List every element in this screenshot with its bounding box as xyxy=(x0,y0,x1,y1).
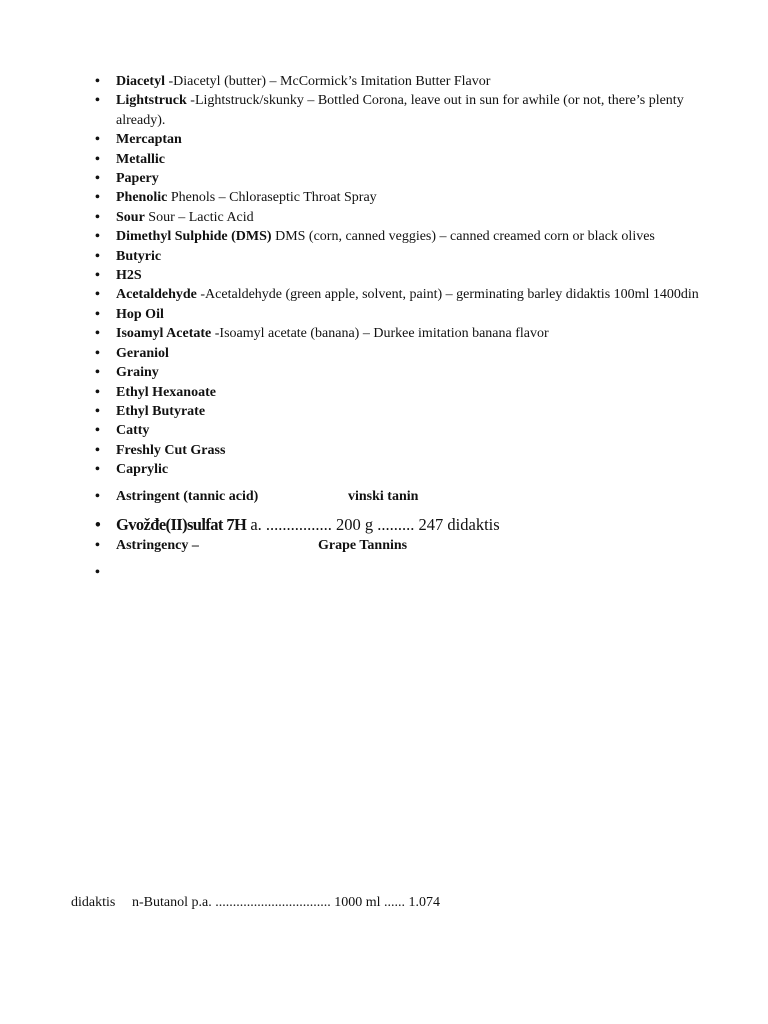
bullet: • xyxy=(95,365,100,381)
bullet: • xyxy=(95,514,101,534)
footer-line xyxy=(71,893,440,912)
list-item xyxy=(95,285,715,304)
bullet: • xyxy=(95,74,100,89)
flavor-list xyxy=(95,72,715,583)
bullet: • xyxy=(95,171,100,187)
astringent-term: Astringent (tannic acid) xyxy=(116,488,259,504)
list-item xyxy=(95,91,715,130)
list-item xyxy=(95,247,715,266)
list-item xyxy=(95,227,715,246)
item-desc: Sour – Lactic Acid xyxy=(144,209,254,225)
item-term: Lightstruck xyxy=(116,93,187,109)
item-term: Metallic xyxy=(116,151,165,167)
item-term: Sour xyxy=(116,209,145,225)
list-item xyxy=(95,72,715,91)
bullet: • xyxy=(95,248,100,264)
list-item-empty xyxy=(95,563,715,582)
list-item xyxy=(95,266,715,285)
list-item xyxy=(95,363,715,382)
list-item-astringent xyxy=(95,487,715,506)
item-term: Mercaptan xyxy=(116,132,182,148)
item-term: Dimethyl Sulphide (DMS) xyxy=(116,229,272,245)
bullet: • xyxy=(95,93,100,109)
bullet: • xyxy=(95,268,100,284)
bullet: • xyxy=(95,326,100,342)
item-term: Ethyl Hexanoate xyxy=(116,384,216,400)
astringency-desc: Grape Tannins xyxy=(318,537,408,553)
bullet: • xyxy=(95,488,100,504)
list-item xyxy=(95,130,715,149)
list-item xyxy=(95,460,715,479)
item-desc: -Lightstruck/skunky – Bottled Corona, leave out in sun for awhile (or not, there’s plenty already). xyxy=(116,93,684,128)
bullet: • xyxy=(95,442,100,458)
astringency-term: Astringency – xyxy=(116,537,199,553)
item-term: Ethyl Butyrate xyxy=(116,403,206,419)
item-desc: -Acetaldehyde (green apple, solvent, paint) – germinating barley didaktis 100ml 1400din xyxy=(196,287,699,303)
item-term: Diacetyl xyxy=(116,74,165,89)
bullet: • xyxy=(95,403,100,419)
bullet: • xyxy=(95,151,100,167)
gvozdje-desc: a. ................ 200 g ......... 247 didaktis xyxy=(250,514,500,534)
item-term: Isoamyl Acetate xyxy=(116,326,212,342)
list-item xyxy=(95,441,715,460)
item-term: Geraniol xyxy=(116,345,169,361)
item-term: Acetaldehyde xyxy=(116,287,197,303)
bullet: • xyxy=(95,345,100,361)
bullet: • xyxy=(95,537,100,553)
item-desc: -Diacetyl (butter) – McCormick’s Imitation Butter Flavor xyxy=(164,74,491,89)
bullet: • xyxy=(95,462,100,478)
bullet: • xyxy=(95,423,100,439)
item-desc: -Isoamyl acetate (banana) – Durkee imitation banana flavor xyxy=(211,326,549,342)
footer-text: n-Butanol p.a. ................................. 1000 ml ...... 1.074 xyxy=(132,895,440,910)
bullet: • xyxy=(95,565,100,581)
bullet: • xyxy=(95,229,100,245)
list-item xyxy=(95,150,715,169)
footer-lead: didaktis xyxy=(71,895,116,910)
bullet: • xyxy=(95,209,100,225)
item-term: Catty xyxy=(116,423,150,439)
list-item xyxy=(95,344,715,363)
item-term: H2S xyxy=(116,268,142,284)
item-term: Butyric xyxy=(116,248,162,264)
list-item xyxy=(95,383,715,402)
bullet: • xyxy=(95,132,100,148)
item-term: Hop Oil xyxy=(116,306,164,322)
list-item xyxy=(95,402,715,421)
item-desc: DMS (corn, canned veggies) – canned creamed corn or black olives xyxy=(271,229,655,245)
list-item-gvozdje xyxy=(95,514,715,536)
bullet: • xyxy=(95,287,100,303)
item-term: Caprylic xyxy=(116,462,169,478)
bullet: • xyxy=(95,306,100,322)
gvozdje-term: Gvožđe(II)sulfat 7H xyxy=(116,514,247,534)
bullet: • xyxy=(95,190,100,206)
list-item xyxy=(95,188,715,207)
item-term: Papery xyxy=(116,171,159,187)
item-term: Freshly Cut Grass xyxy=(116,442,226,458)
list-item xyxy=(95,169,715,188)
item-term: Phenolic xyxy=(116,190,168,206)
list-item-astringency xyxy=(95,536,715,555)
list-item xyxy=(95,421,715,440)
list-item xyxy=(95,324,715,343)
item-term: Grainy xyxy=(116,365,159,381)
item-desc: Phenols – Chloraseptic Throat Spray xyxy=(167,190,377,206)
astringent-desc: vinski tanin xyxy=(348,488,419,504)
list-item xyxy=(95,305,715,324)
bullet: • xyxy=(95,384,100,400)
list-item xyxy=(95,208,715,227)
